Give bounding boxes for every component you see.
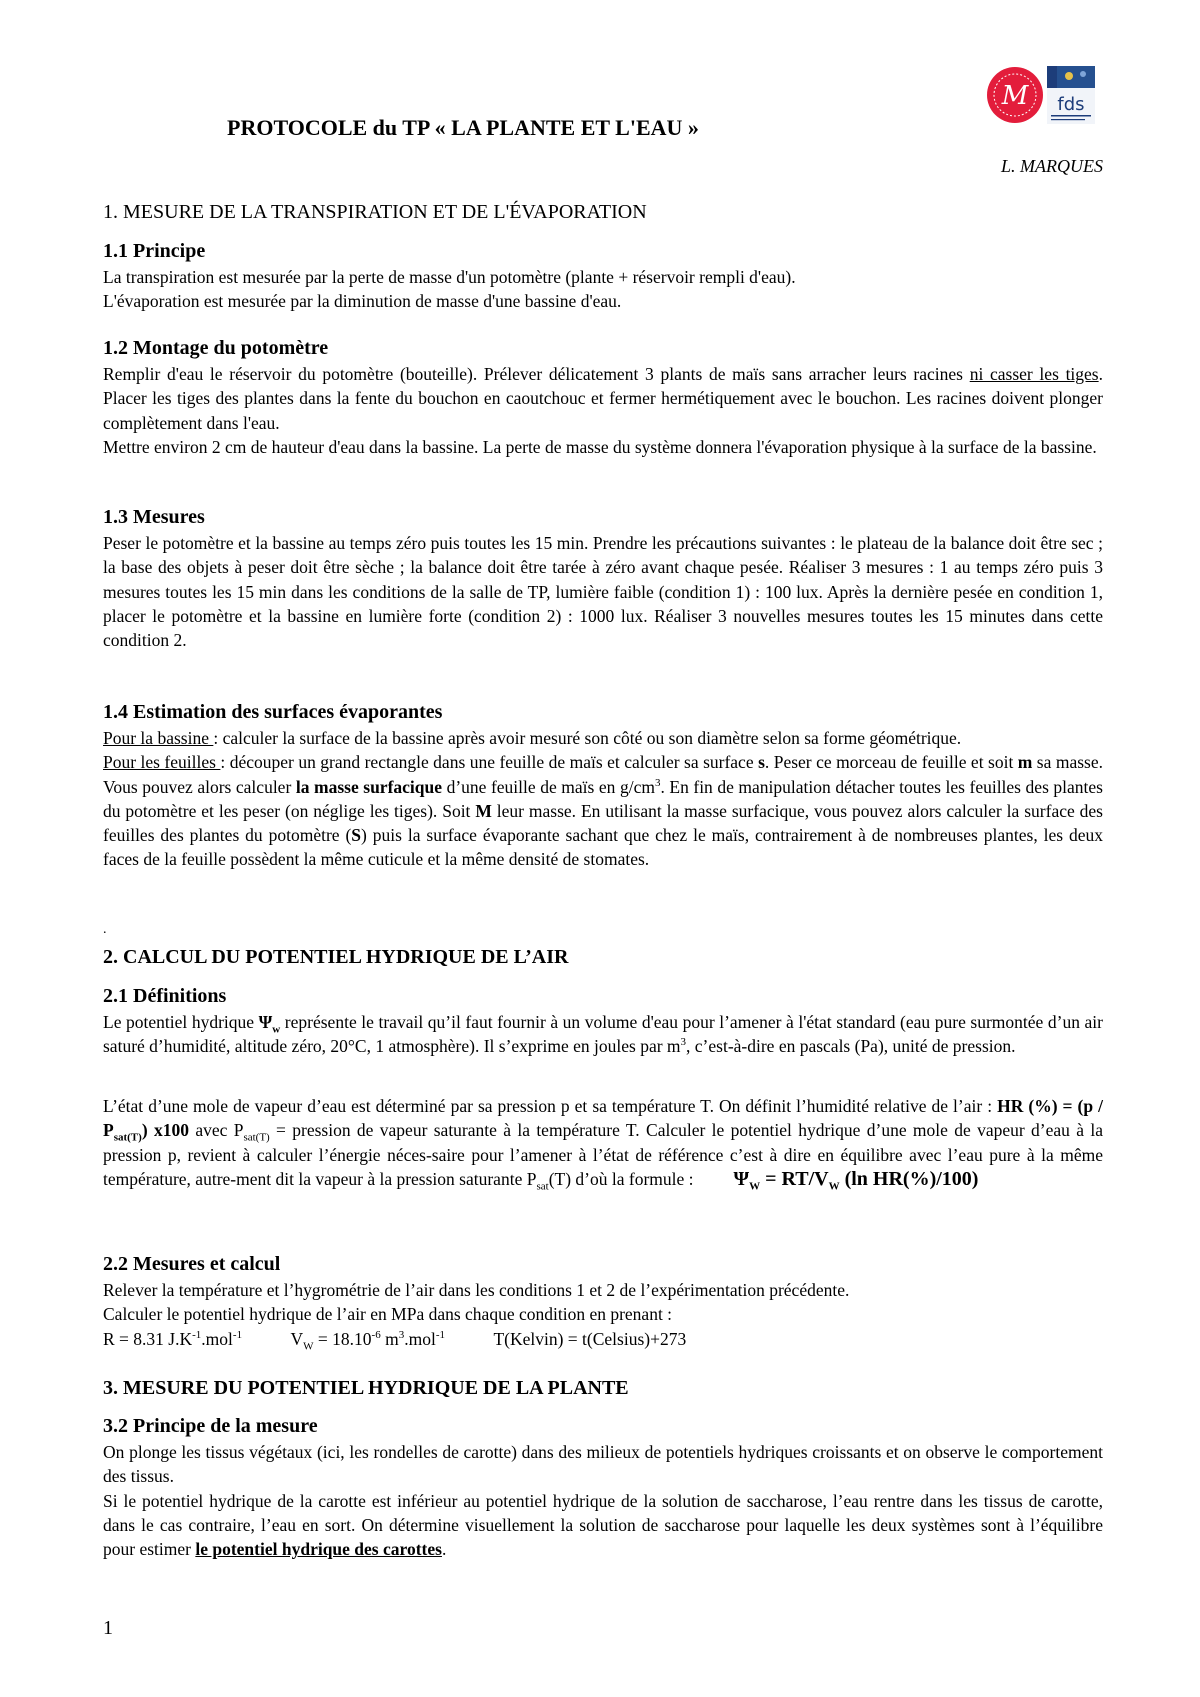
paragraph-1-1 bbox=[103, 265, 1103, 314]
water-potential-formula: (ln HR(%)/100) bbox=[839, 1167, 979, 1190]
underlined-run: Pour la bassine bbox=[103, 728, 214, 748]
hr-formula: ) x100 bbox=[141, 1120, 189, 1141]
text-run: leur masse. En utilisant la masse surfacique, vous pouvez alors calculer la surface des feuilles des plantes du potomètre ( bbox=[103, 800, 1103, 846]
text-run: . Peser ce morceau de feuille et soit bbox=[764, 752, 1018, 773]
subsection-1-3-heading: 1.3 Mesures bbox=[103, 506, 205, 528]
text-run: : calculer la surface de la bassine après avoir mesuré son côté ou son diamètre selon sa forme géométrique. bbox=[213, 728, 962, 748]
constants-line bbox=[103, 1327, 1103, 1351]
paragraph-2-1 bbox=[103, 1010, 1103, 1059]
text-run: Si le potentiel hydrique de la carotte est inférieur au potentiel hydrique de la solution de saccharose, l’eau rentre dans les tissus de carotte, dans le cas contraire, l’eau en sort. On détermine visuellement la solution de saccharose pour laquelle les deux systèmes sont à l’équilibre pour estimer bbox=[103, 1490, 1103, 1560]
bold-underlined-run: le potentiel hydrique des carottes bbox=[195, 1539, 442, 1560]
underlined-run: ni casser les tiges bbox=[969, 364, 1099, 384]
paragraph-1-4-leaves bbox=[103, 750, 1103, 871]
text-run: sa masse. Vous pouvez alors calculer bbox=[103, 752, 1103, 797]
text-run: Remplir d'eau le réservoir du potomètre (bouteille). Prélever délicatement 3 plants de maïs sans arracher leurs racines bbox=[103, 364, 970, 384]
logos bbox=[984, 66, 1112, 124]
bold-run: la masse surfacique bbox=[295, 776, 443, 797]
text-run: Le potentiel hydrique bbox=[103, 1012, 259, 1032]
superscript: 3 bbox=[654, 776, 661, 789]
subsection-2-1-heading: 2.1 Définitions bbox=[103, 985, 227, 1007]
text-run: . bbox=[441, 1539, 447, 1560]
bold-run: m bbox=[1017, 752, 1033, 773]
temperature-conversion: T(Kelvin) = t(Celsius)+273 bbox=[493, 1328, 687, 1349]
bold-run: M bbox=[475, 800, 492, 821]
underlined-run: Pour les feuilles bbox=[103, 752, 221, 773]
text-run: .mol bbox=[404, 1328, 436, 1349]
paragraph-1-2 bbox=[103, 362, 1103, 459]
subsection-1-4-heading: 1.4 Estimation des surfaces évaporantes bbox=[103, 701, 443, 723]
subsection-1-1-heading: 1.1 Principe bbox=[103, 240, 206, 262]
text-run: L’état d’une mole de vapeur d’eau est déterminé par sa pression p et sa température T. On définit l’humidité relative de l’air : bbox=[103, 1096, 998, 1116]
subscript: w bbox=[272, 1023, 281, 1036]
psi-symbol: Ψ bbox=[258, 1012, 273, 1032]
section-1-heading: 1. MESURE DE LA TRANSPIRATION ET DE L'ÉVAPORATION bbox=[103, 201, 647, 223]
subsection-3-2-heading: 3.2 Principe de la mesure bbox=[103, 1415, 318, 1437]
bold-run: S bbox=[351, 825, 362, 846]
paragraph-2-3 bbox=[103, 1278, 1103, 1351]
water-potential-formula: = RT/V bbox=[760, 1167, 829, 1190]
subsection-1-2-heading: 1.2 Montage du potomètre bbox=[103, 337, 329, 359]
text-run: : découper un grand rectangle dans une feuille de maïs et calculer sa surface bbox=[220, 752, 759, 773]
text-run: (T) d’où la formule : bbox=[548, 1168, 694, 1189]
text-run: d’une feuille de maïs en g/cm bbox=[442, 776, 655, 797]
subscript: W bbox=[303, 1340, 314, 1353]
superscript: -1 bbox=[232, 1328, 243, 1341]
subscript: sat(T) bbox=[113, 1131, 142, 1144]
text-run: = pression de vapeur saturante à la température T. bbox=[269, 1120, 640, 1141]
paragraph-1-1-line-2: L'évaporation est mesurée par la diminution de masse d'une bassine d'eau. bbox=[103, 291, 622, 312]
stray-dot: . bbox=[103, 922, 107, 937]
subsection-2-2-heading: 2.2 Mesures et calcul bbox=[103, 1253, 281, 1275]
logo-fds-text: fds bbox=[1057, 94, 1085, 115]
text-run: , c’est-à-dire en pascals (Pa), unité de pression. bbox=[686, 1036, 1016, 1057]
subscript: sat bbox=[536, 1180, 549, 1193]
paragraph-1-1-line-1: La transpiration est mesurée par la perte de masse d'un potomètre (plante + réservoir rempli d'eau). bbox=[103, 267, 796, 287]
text-run: avec P bbox=[188, 1120, 244, 1141]
subscript: sat(T) bbox=[243, 1131, 270, 1144]
faculty-of-sciences-logo bbox=[1047, 66, 1095, 124]
text-run: = 18.10 bbox=[313, 1328, 372, 1349]
text-run: m bbox=[380, 1328, 399, 1349]
superscript: 3 bbox=[398, 1328, 405, 1341]
paragraph-1-4 bbox=[103, 726, 1103, 872]
paragraph-3-2-text-2 bbox=[103, 1489, 1103, 1562]
superscript: -1 bbox=[435, 1328, 445, 1341]
text-run: représente le travail qu’il faut fournir à un volume d'eau pour l’amener à l'état standard (eau pure surmontée d’un air saturé d’humidité, altitude zéro, 20°C, 1 atmosphère). Il s’exprime en joules par m bbox=[103, 1012, 1103, 1057]
paragraph-1-2-text-2: Mettre environ 2 cm de hauteur d'eau dans la bassine. La perte de masse du système donnera l'évaporation physique à la surface de la bassine. bbox=[103, 436, 1097, 457]
paragraph-2-2 bbox=[103, 1094, 1103, 1191]
constant-vw: V bbox=[290, 1328, 304, 1349]
paragraph-3-2-text-1: On plonge les tissus végétaux (ici, les rondelles de carotte) dans des milieux de potentiels hydriques croissants et on observe le comportement des tissus. bbox=[103, 1442, 1103, 1487]
text-run: ) puis la surface évaporante sachant que chez le maïs, contrairement à de nombreuses plantes, les deux faces de la feuille possèdent la même cuticule et la même densité de stomates. bbox=[103, 825, 1103, 870]
water-potential-formula: Ψ bbox=[733, 1167, 750, 1190]
page-title: PROTOCOLE du TP « LA PLANTE ET L'EAU » bbox=[227, 115, 699, 140]
section-2-heading: 2. CALCUL DU POTENTIEL HYDRIQUE DE L’AIR bbox=[103, 946, 569, 968]
page-number: 1 bbox=[103, 1617, 113, 1639]
text-run: .mol bbox=[201, 1328, 233, 1349]
paragraph-1-3: Peser le potomètre et la bassine au temps zéro puis toutes les 15 min. Prendre les précautions suivantes : le plateau de la balance doit être sec ; la base des objets à peser doit être sèche ; la balance doit être tarée à zéro avant chaque pesée. Réaliser 3 mesures : 1 au temps zéro puis 3 mesures toutes les 15 min dans les conditions de la salle de TP, lumière faible (condition 1) : 100 lux. Après la dernière pesée en condition 1, placer le potomètre et la bassine en lumière forte (condition 2) : 1000 lux. Réaliser 3 nouvelles mesures toutes les 15 minutes dans cette condition 2. bbox=[103, 533, 1103, 651]
text-run: Calculer le potentiel hydrique d’une mole de vapeur d’eau à la pression p, revient à calculer l’énergie néces-saire pour l’amener à l’état de référence c’est à dire en équilibre avec l’eau pure à la même température, autre-ment dit la vapeur à la pression saturante P bbox=[103, 1120, 1103, 1189]
bold-run: s bbox=[758, 752, 765, 773]
subscript: W bbox=[828, 1180, 840, 1193]
paragraph-2-3-line-1: Relever la température et l’hygrométrie de l’air dans les conditions 1 et 2 de l’expérimentation précédente. bbox=[103, 1280, 850, 1300]
author: L. MARQUES bbox=[1001, 156, 1103, 176]
hr-formula: HR (%) = (p / P bbox=[103, 1096, 1103, 1141]
paragraph-1-4-basin bbox=[103, 726, 1103, 750]
text-run: . En fin de manipulation détacher toutes les feuilles des plantes du potomètre et les peser (on néglige les tiges). Soit bbox=[103, 776, 1103, 821]
subscript: W bbox=[749, 1180, 761, 1193]
section-3-heading: 3. MESURE DU POTENTIEL HYDRIQUE DE LA PLANTE bbox=[103, 1377, 629, 1399]
logo-um-letter: M bbox=[1001, 81, 1029, 111]
paragraph-3-2 bbox=[103, 1440, 1103, 1561]
paragraph-1-2-text bbox=[103, 362, 1103, 435]
superscript: -6 bbox=[371, 1328, 381, 1341]
paragraph-2-3-line-2: Calculer le potentiel hydrique de l’air en MPa dans chaque condition en prenant : bbox=[103, 1304, 673, 1325]
constant-r: R = 8.31 J.K bbox=[103, 1328, 193, 1349]
university-montpellier-logo bbox=[984, 66, 1046, 124]
superscript: -1 bbox=[192, 1328, 202, 1341]
text-run: . Placer les tiges des plantes dans la fente du bouchon en caoutchouc et fermer hermétiquement avec le bouchon. Les racines doivent plonger complètement dans l'eau. bbox=[103, 364, 1103, 433]
superscript: 3 bbox=[680, 1036, 687, 1049]
